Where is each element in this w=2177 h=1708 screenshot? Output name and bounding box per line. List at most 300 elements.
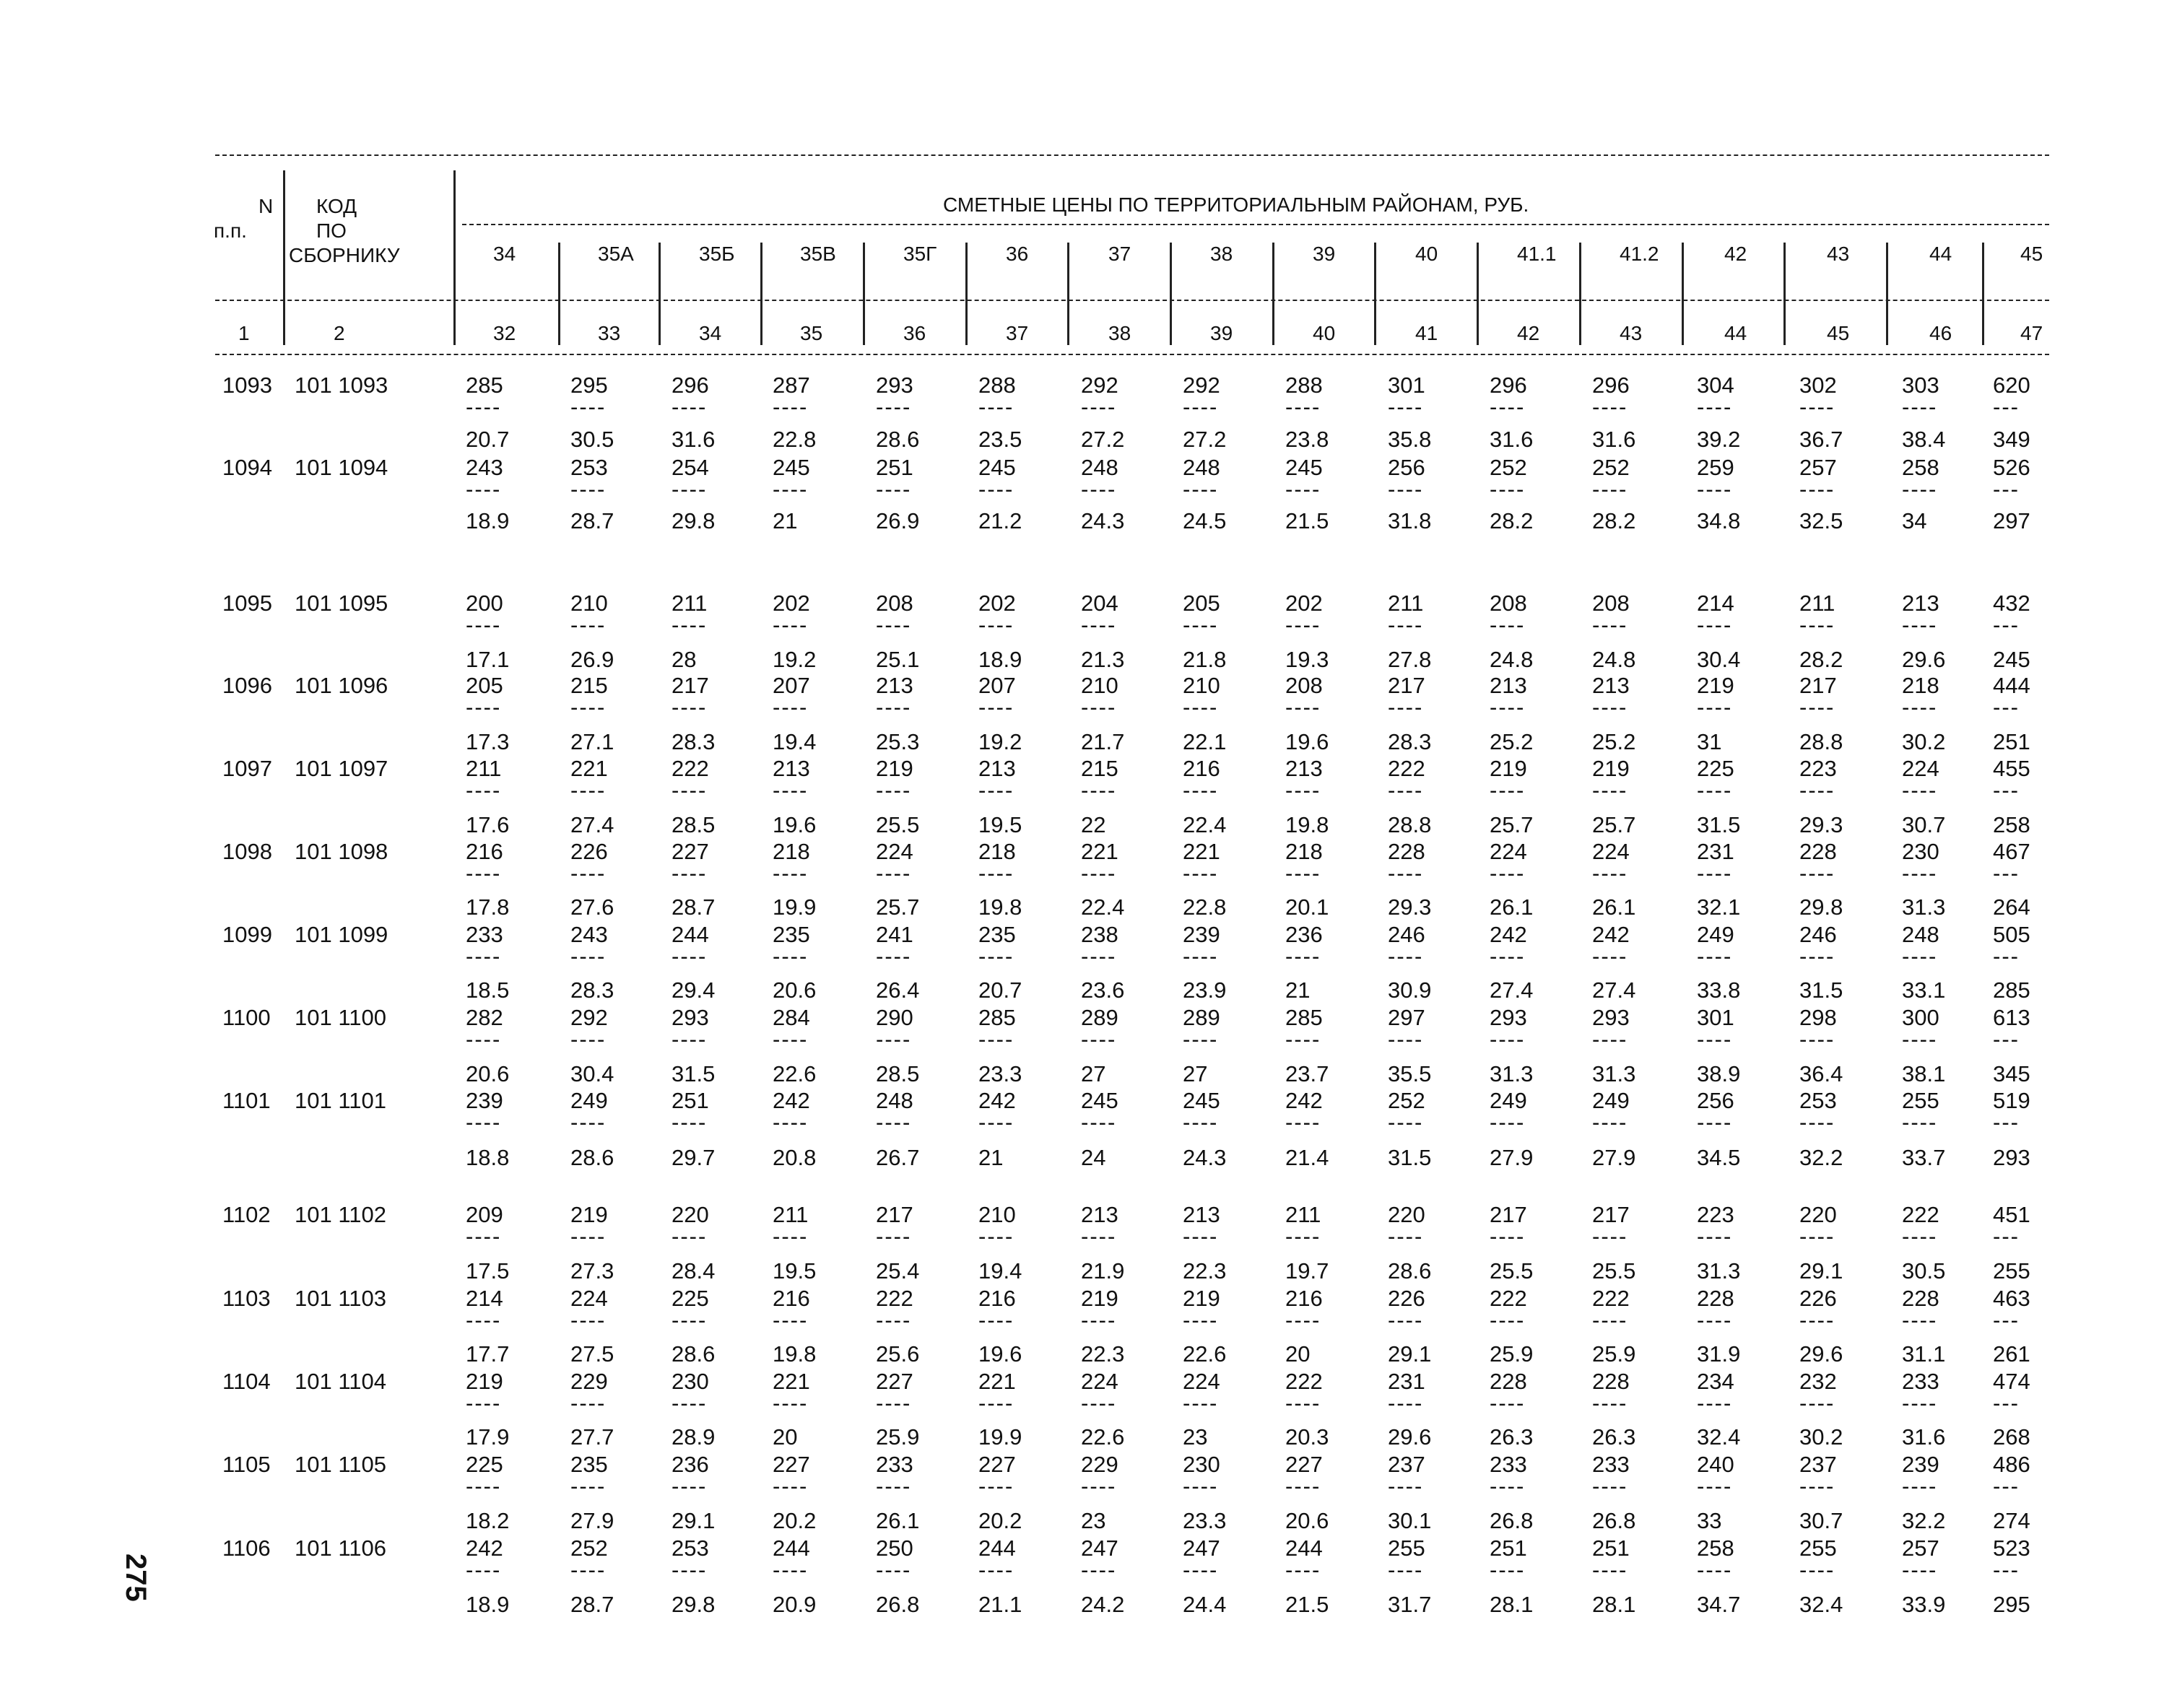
fraction-bar: ---- (1697, 476, 1733, 502)
fraction-bar: ---- (1285, 1110, 1321, 1135)
table-cell: 225 (1697, 756, 1734, 781)
table-cell: 229 (1081, 1452, 1118, 1477)
table-cell: 284 (773, 1005, 810, 1030)
table-cell: 444 (1993, 673, 2030, 698)
table-cell: 239 (1183, 922, 1220, 947)
fraction-bar: ---- (1697, 1110, 1733, 1135)
table-cell: 231 (1388, 1369, 1425, 1394)
column-number: 44 (1724, 322, 1747, 344)
table-cell: 252 (1592, 455, 1630, 480)
header-column-divider (1579, 243, 1581, 345)
fraction-bar: ---- (1183, 1110, 1219, 1135)
header-column-divider (1374, 243, 1376, 345)
fraction-bar: ---- (570, 394, 607, 419)
fraction-bar: ---- (1388, 612, 1424, 637)
fraction-bar: ---- (570, 1557, 607, 1582)
fraction-bar: ---- (978, 944, 1014, 969)
table-cell: 229 (570, 1369, 608, 1394)
fraction-bar: ---- (1183, 1390, 1219, 1416)
row-code: 101 1095 (295, 591, 388, 616)
fraction-bar: --- (1993, 476, 2020, 502)
table-cell: 20.7 (466, 427, 510, 452)
table-cell: 31.8 (1388, 508, 1432, 533)
table-cell: 25.9 (1490, 1341, 1534, 1367)
fraction-bar: ---- (1388, 1557, 1424, 1582)
fraction-bar: ---- (1592, 1557, 1628, 1582)
table-cell: 38.9 (1697, 1061, 1741, 1086)
table-cell: 19.5 (773, 1258, 817, 1284)
table-cell: 301 (1388, 372, 1425, 398)
table-cell: 221 (773, 1369, 810, 1394)
fraction-bar: ---- (876, 860, 912, 886)
header-column-divider (283, 170, 285, 345)
table-cell: 213 (1081, 1202, 1118, 1227)
table-cell: 31.3 (1592, 1061, 1636, 1086)
table-cell: 303 (1902, 372, 1939, 398)
table-cell: 20.9 (773, 1592, 817, 1617)
fraction-bar: ---- (1902, 777, 1938, 803)
fraction-bar: ---- (1490, 1110, 1526, 1135)
district-header: 38 (1210, 243, 1233, 265)
district-header: 40 (1415, 243, 1438, 265)
table-cell: 20.2 (773, 1508, 817, 1533)
table-cell: 27.4 (1490, 977, 1534, 1003)
table-cell: 248 (1902, 922, 1939, 947)
fraction-bar: --- (1993, 944, 2020, 969)
table-cell: 35.8 (1388, 427, 1432, 452)
table-cell: 292 (570, 1005, 608, 1030)
table-cell: 233 (1902, 1369, 1939, 1394)
table-cell: 28.3 (1388, 729, 1432, 754)
fraction-bar: ---- (1592, 1110, 1628, 1135)
fraction-bar: ---- (1697, 394, 1733, 419)
fraction-bar: ---- (1183, 1473, 1219, 1499)
fraction-bar: ---- (978, 1307, 1014, 1333)
row-number: 1102 (222, 1202, 271, 1227)
table-cell: 27.4 (570, 812, 614, 837)
fraction-bar: ---- (1902, 1224, 1938, 1249)
column-number: 38 (1108, 322, 1131, 344)
table-cell: 228 (1592, 1369, 1630, 1394)
table-cell: 22.3 (1183, 1258, 1227, 1284)
fraction-bar: ---- (1081, 694, 1117, 720)
top-rule (215, 154, 2049, 156)
header-n: N (258, 195, 274, 217)
row-code: 101 1105 (295, 1452, 386, 1477)
table-cell: 216 (1285, 1286, 1323, 1311)
table-cell: 213 (876, 673, 913, 698)
row-number: 1096 (222, 673, 272, 698)
table-cell: 200 (466, 591, 503, 616)
table-cell: 302 (1799, 372, 1837, 398)
table-cell: 249 (1697, 922, 1734, 947)
fraction-bar: ---- (1902, 612, 1938, 637)
table-cell: 211 (672, 591, 708, 616)
table-cell: 28.7 (570, 1592, 614, 1617)
table-cell: 261 (1993, 1341, 2030, 1367)
header-column-divider (760, 243, 762, 345)
district-header: 36 (1006, 243, 1029, 265)
fraction-bar: ---- (773, 476, 809, 502)
fraction-bar: ---- (466, 1557, 502, 1582)
table-cell: 32.1 (1697, 894, 1741, 920)
table-cell: 20.1 (1285, 894, 1329, 920)
table-cell: 27.8 (1388, 647, 1432, 672)
column-number: 39 (1210, 322, 1233, 344)
table-cell: 217 (1490, 1202, 1527, 1227)
table-cell: 228 (1902, 1286, 1939, 1311)
table-cell: 31.5 (1388, 1145, 1432, 1170)
fraction-bar: ---- (773, 394, 809, 419)
table-cell: 25.1 (876, 647, 920, 672)
fraction-bar: ---- (1592, 1027, 1628, 1052)
table-cell: 467 (1993, 839, 2030, 864)
table-cell: 28.5 (876, 1061, 920, 1086)
table-cell: 29.1 (1799, 1258, 1843, 1284)
table-cell: 25.7 (876, 894, 920, 920)
table-cell: 25.5 (876, 812, 920, 837)
table-cell: 211 (1388, 591, 1424, 616)
fraction-bar: ---- (1799, 694, 1835, 720)
table-cell: 19.8 (773, 1341, 817, 1367)
table-cell: 27.9 (1490, 1145, 1534, 1170)
table-cell: 228 (1490, 1369, 1527, 1394)
table-cell: 210 (978, 1202, 1016, 1227)
table-cell: 27 (1183, 1061, 1208, 1086)
fraction-bar: ---- (1490, 1307, 1526, 1333)
table-cell: 220 (672, 1202, 709, 1227)
table-cell: 285 (1993, 977, 2030, 1003)
table-cell: 25.7 (1592, 812, 1636, 837)
table-cell: 245 (773, 455, 810, 480)
table-cell: 25.3 (876, 729, 920, 754)
table-cell: 253 (1799, 1088, 1837, 1113)
header-column-divider (1783, 243, 1786, 345)
table-cell: 29.7 (672, 1145, 716, 1170)
row-code: 101 1098 (295, 839, 388, 864)
table-cell: 247 (1183, 1535, 1220, 1561)
table-cell: 26.8 (1490, 1508, 1534, 1533)
district-header: 44 (1929, 243, 1952, 265)
table-cell: 17.9 (466, 1424, 510, 1450)
column-number: 34 (699, 322, 722, 344)
fraction-bar: ---- (672, 1307, 708, 1333)
table-cell: 21 (978, 1145, 1004, 1170)
fraction-bar: --- (1993, 1473, 2020, 1499)
fraction-bar: ---- (1902, 394, 1938, 419)
table-cell: 21.9 (1081, 1258, 1125, 1284)
page-number: 275 (120, 1554, 152, 1602)
table-cell: 298 (1799, 1005, 1837, 1030)
header-column-divider (1272, 243, 1274, 345)
table-cell: 293 (1993, 1145, 2030, 1170)
table-cell: 258 (1697, 1535, 1734, 1561)
table-cell: 20.6 (466, 1061, 510, 1086)
fraction-bar: ---- (1902, 1307, 1938, 1333)
fraction-bar: ---- (1183, 1307, 1219, 1333)
row-number: 1103 (222, 1286, 271, 1311)
table-cell: 220 (1799, 1202, 1837, 1227)
table-cell: 24.3 (1081, 508, 1125, 533)
table-cell: 26.8 (1592, 1508, 1636, 1533)
table-cell: 242 (978, 1088, 1016, 1113)
table-cell: 463 (1993, 1286, 2030, 1311)
table-cell: 210 (1081, 673, 1118, 698)
table-cell: 23.3 (978, 1061, 1022, 1086)
table-cell: 238 (1081, 922, 1118, 947)
table-cell: 28.6 (672, 1341, 716, 1367)
fraction-bar: ---- (672, 944, 708, 969)
fraction-bar: ---- (1799, 1473, 1835, 1499)
table-cell: 21.3 (1081, 647, 1125, 672)
column-number: 36 (903, 322, 926, 344)
table-cell: 227 (978, 1452, 1016, 1477)
table-cell: 219 (466, 1369, 503, 1394)
fraction-bar: ---- (978, 694, 1014, 720)
table-cell: 28.3 (672, 729, 716, 754)
table-cell: 251 (1490, 1535, 1527, 1561)
table-cell: 289 (1081, 1005, 1118, 1030)
table-cell: 28.4 (672, 1258, 716, 1284)
row-code: 101 1100 (295, 1005, 386, 1030)
table-cell: 235 (570, 1452, 608, 1477)
fraction-bar: ---- (672, 1390, 708, 1416)
table-cell: 226 (1799, 1286, 1837, 1311)
table-cell: 28.7 (570, 508, 614, 533)
table-cell: 297 (1388, 1005, 1425, 1030)
table-cell: 36.7 (1799, 427, 1843, 452)
table-cell: 289 (1183, 1005, 1220, 1030)
table-cell: 221 (978, 1369, 1016, 1394)
table-cell: 223 (1799, 756, 1837, 781)
fraction-bar: ---- (1285, 777, 1321, 803)
table-cell: 219 (1592, 756, 1630, 781)
column-number: 42 (1517, 322, 1540, 344)
fraction-bar: ---- (1799, 1390, 1835, 1416)
table-cell: 29.6 (1902, 647, 1946, 672)
fraction-bar: ---- (570, 694, 607, 720)
district-header: 35Б (699, 243, 735, 265)
fraction-bar: --- (1993, 1027, 2020, 1052)
table-cell: 213 (773, 756, 810, 781)
table-cell: 292 (1081, 372, 1118, 398)
fraction-bar: ---- (1490, 1224, 1526, 1249)
table-cell: 451 (1993, 1202, 2030, 1227)
fraction-bar: --- (1993, 1390, 2020, 1416)
fraction-bar: ---- (1697, 1027, 1733, 1052)
fraction-bar: --- (1993, 612, 2020, 637)
column-number: 47 (2020, 322, 2043, 344)
table-cell: 251 (672, 1088, 709, 1113)
table-cell: 19.8 (1285, 812, 1329, 837)
table-cell: 26.7 (876, 1145, 920, 1170)
row-code: 101 1102 (295, 1202, 386, 1227)
fraction-bar: ---- (466, 777, 502, 803)
table-cell: 22.8 (773, 427, 817, 452)
table-cell: 30.1 (1388, 1508, 1432, 1533)
table-cell: 204 (1081, 591, 1118, 616)
row-code: 101 1099 (295, 922, 388, 947)
table-cell: 240 (1697, 1452, 1734, 1477)
row-code: 101 1104 (295, 1369, 386, 1394)
fraction-bar: --- (1993, 1307, 2020, 1333)
table-cell: 241 (876, 922, 913, 947)
row-code: 101 1096 (295, 673, 388, 698)
fraction-bar: ---- (672, 476, 708, 502)
fraction-bar: ---- (1592, 777, 1628, 803)
fraction-bar: ---- (466, 694, 502, 720)
table-cell: 613 (1993, 1005, 2030, 1030)
row-number: 1106 (222, 1535, 271, 1561)
title-rule (462, 224, 2049, 225)
table-cell: 32.2 (1902, 1508, 1946, 1533)
fraction-bar: ---- (773, 944, 809, 969)
fraction-bar: ---- (1183, 612, 1219, 637)
fraction-bar: ---- (1799, 612, 1835, 637)
table-cell: 25.5 (1592, 1258, 1636, 1284)
table-cell: 224 (1490, 839, 1527, 864)
table-cell: 29.8 (672, 1592, 716, 1617)
column-number: 33 (598, 322, 621, 344)
table-cell: 28.7 (672, 894, 716, 920)
fraction-bar: ---- (570, 476, 607, 502)
fraction-bar: ---- (773, 1224, 809, 1249)
table-cell: 247 (1081, 1535, 1118, 1561)
fraction-bar: ---- (1183, 394, 1219, 419)
table-cell: 285 (466, 372, 503, 398)
table-cell: 216 (773, 1286, 810, 1311)
table-cell: 31.6 (1490, 427, 1534, 452)
table-cell: 293 (672, 1005, 709, 1030)
table-cell: 18.8 (466, 1145, 510, 1170)
table-cell: 21.5 (1285, 1592, 1329, 1617)
fraction-bar: ---- (1592, 612, 1628, 637)
fraction-bar: ---- (1697, 694, 1733, 720)
table-cell: 293 (876, 372, 913, 398)
fraction-bar: ---- (1081, 944, 1117, 969)
table-cell: 26.8 (876, 1592, 920, 1617)
table-cell: 620 (1993, 372, 2030, 398)
table-cell: 21.5 (1285, 508, 1329, 533)
table-cell: 27.6 (570, 894, 614, 920)
table-cell: 19.2 (773, 647, 817, 672)
fraction-bar: ---- (570, 777, 607, 803)
table-cell: 29.3 (1388, 894, 1432, 920)
table-cell: 248 (876, 1088, 913, 1113)
fraction-bar: ---- (1902, 1027, 1938, 1052)
column-number: 35 (800, 322, 823, 344)
table-cell: 217 (1388, 673, 1425, 698)
table-cell: 20.6 (1285, 1508, 1329, 1533)
fraction-bar: ---- (466, 612, 502, 637)
table-cell: 213 (1902, 591, 1939, 616)
table-cell: 228 (1388, 839, 1425, 864)
table-cell: 17.8 (466, 894, 510, 920)
fraction-bar: ---- (876, 944, 912, 969)
fraction-bar: --- (1993, 694, 2020, 720)
table-cell: 236 (672, 1452, 709, 1477)
table-cell: 30.5 (1902, 1258, 1946, 1284)
table-cell: 31.5 (1799, 977, 1843, 1003)
table-cell: 222 (1388, 756, 1425, 781)
header-bottom-rule (215, 354, 2049, 355)
table-cell: 20 (773, 1424, 798, 1450)
district-header: 39 (1313, 243, 1336, 265)
table-cell: 18.2 (466, 1508, 510, 1533)
fraction-bar: ---- (1081, 476, 1117, 502)
table-cell: 486 (1993, 1452, 2030, 1477)
table-cell: 224 (1081, 1369, 1118, 1394)
fraction-bar: ---- (1388, 860, 1424, 886)
table-cell: 217 (1799, 673, 1837, 698)
fraction-bar: ---- (672, 1027, 708, 1052)
table-cell: 242 (1592, 922, 1630, 947)
table-cell: 28.1 (1490, 1592, 1534, 1617)
fraction-bar: ---- (773, 694, 809, 720)
table-cell: 202 (773, 591, 810, 616)
table-cell: 222 (1490, 1286, 1527, 1311)
column-number: 43 (1620, 322, 1643, 344)
row-code: 101 1094 (295, 455, 388, 480)
table-cell: 17.6 (466, 812, 510, 837)
fraction-bar: ---- (1902, 694, 1938, 720)
table-cell: 217 (876, 1202, 913, 1227)
table-cell: 24.2 (1081, 1592, 1125, 1617)
table-cell: 26.1 (876, 1508, 920, 1533)
table-cell: 38.1 (1902, 1061, 1946, 1086)
table-cell: 29.1 (1388, 1341, 1432, 1367)
table-cell: 28.2 (1799, 647, 1843, 672)
table-cell: 226 (1388, 1286, 1425, 1311)
header-column-divider (1886, 243, 1888, 345)
table-cell: 22.6 (1081, 1424, 1125, 1450)
header-po: ПО (316, 219, 347, 242)
fraction-bar: ---- (773, 1307, 809, 1333)
table-cell: 33 (1697, 1508, 1722, 1533)
fraction-bar: ---- (1697, 777, 1733, 803)
table-cell: 259 (1697, 455, 1734, 480)
table-cell: 27 (1081, 1061, 1106, 1086)
fraction-bar: --- (1993, 777, 2020, 803)
header-column-divider (863, 243, 865, 345)
table-cell: 34.5 (1697, 1145, 1741, 1170)
fraction-bar: ---- (466, 1027, 502, 1052)
fraction-bar: ---- (876, 394, 912, 419)
table-cell: 216 (466, 839, 503, 864)
table-cell: 258 (1993, 812, 2030, 837)
fraction-bar: ---- (876, 1307, 912, 1333)
row-number: 1094 (222, 455, 272, 480)
table-cell: 18.9 (466, 508, 510, 533)
fraction-bar: ---- (1285, 1473, 1321, 1499)
table-cell: 239 (466, 1088, 503, 1113)
table-cell: 256 (1697, 1088, 1734, 1113)
table-cell: 257 (1902, 1535, 1939, 1561)
table-cell: 26.4 (876, 977, 920, 1003)
table-cell: 242 (1490, 922, 1527, 947)
fraction-bar: ---- (1285, 476, 1321, 502)
district-header: 45 (2020, 243, 2043, 265)
fraction-bar: ---- (1081, 777, 1117, 803)
table-cell: 432 (1993, 591, 2030, 616)
table-cell: 296 (672, 372, 709, 398)
fraction-bar: ---- (876, 1027, 912, 1052)
table-cell: 23 (1081, 1508, 1106, 1533)
table-cell: 237 (1799, 1452, 1837, 1477)
table-cell: 22.4 (1183, 812, 1227, 837)
fraction-bar: ---- (876, 777, 912, 803)
table-cell: 24.5 (1183, 508, 1227, 533)
